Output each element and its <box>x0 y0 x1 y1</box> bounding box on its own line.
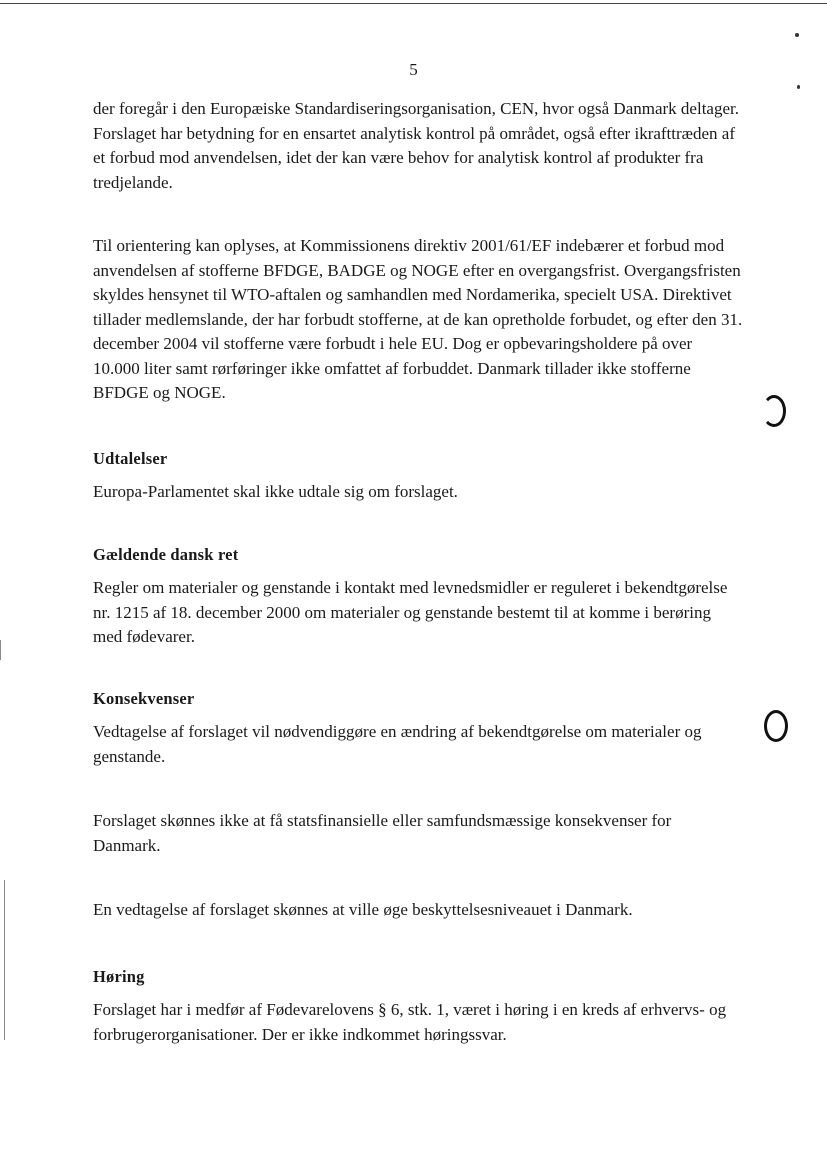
paragraph-text: Forslaget skønnes ikke at få statsfinansielle eller samfundsmæssige konsekvenser for Danmark. <box>93 811 672 855</box>
paragraph-text: Til orientering kan oplyses, at Kommissionens direktiv 2001/61/EF indebærer et forbud mod anvendelsen af stofferne BFDGE, BADGE og NOGE efter en overgangsfrist. Overgangsfristen skyldes hensynet til WTO-aftalen og samhandlen med Nordamerika, specielt USA. Direktivet tillader medlemslande, der har forbudt stofferne, at de kan opretholde forbudet, og efter den 31. december 2004 vil stofferne være forbudt i hele EU. Dog er opbevaringsholdere på over 10.000 liter samt rørføringer ikke omfattet af forbuddet. Danmark tillader ikke stofferne BFDGE og NOGE. <box>93 236 743 402</box>
scan-edge-mark <box>4 880 5 1040</box>
page-number: 5 <box>409 60 418 79</box>
paragraph-text: der foregår i den Europæiske Standardiseringsorganisation, CEN, hvor også Danmark deltager. Forslaget har betydning for en ensartet analytisk kontrol på området, også efter ikrafttræden af et forbud mod anvendelsen, idet der kan være behov for analytisk kontrol af produkter fra tredjelande. <box>93 99 739 192</box>
section-gaeldende-text <box>93 576 743 650</box>
paragraph-text: Europa-Parlamentet skal ikke udtale sig om forslaget. <box>93 482 458 501</box>
scan-edge-mark <box>0 640 1 660</box>
paragraph-directive <box>93 234 743 406</box>
section-horing-text <box>93 998 743 1047</box>
punch-hole-bottom <box>764 710 788 742</box>
paragraph-cen <box>93 97 743 195</box>
paragraph-text: En vedtagelse af forslaget skønnes at ville øge beskyttelsesniveauet i Danmark. <box>93 900 633 919</box>
top-border-line <box>0 3 827 4</box>
heading-konsekvenser: Konsekvenser <box>93 689 195 708</box>
section-konsekvenser-text-3 <box>93 898 743 923</box>
paragraph-text: Forslaget har i medfør af Fødevarelovens § 6, stk. 1, været i høring i en kreds af erhvervs- og forbrugerorganisationer. Der er ikke indkommet høringssvar. <box>93 1000 727 1044</box>
scan-speck <box>795 33 799 37</box>
heading-udtalelser: Udtalelser <box>93 449 168 468</box>
scan-speck <box>797 85 800 89</box>
heading-horing: Høring <box>93 967 145 986</box>
section-konsekvenser-text-1 <box>93 720 743 769</box>
section-udtalelser-text <box>93 480 743 505</box>
section-konsekvenser-text-2 <box>93 809 743 858</box>
heading-gaeldende-dansk-ret: Gældende dansk ret <box>93 545 239 564</box>
punch-hole-top <box>762 395 786 427</box>
paragraph-text: Regler om materialer og genstande i kontakt med levnedsmidler er reguleret i bekendtgørelse nr. 1215 af 18. december 2000 om materialer og genstande bestemt til at komme i berøring med fødevarer. <box>93 578 728 646</box>
paragraph-text: Vedtagelse af forslaget vil nødvendiggøre en ændring af bekendtgørelse om materialer og genstande. <box>93 722 702 766</box>
